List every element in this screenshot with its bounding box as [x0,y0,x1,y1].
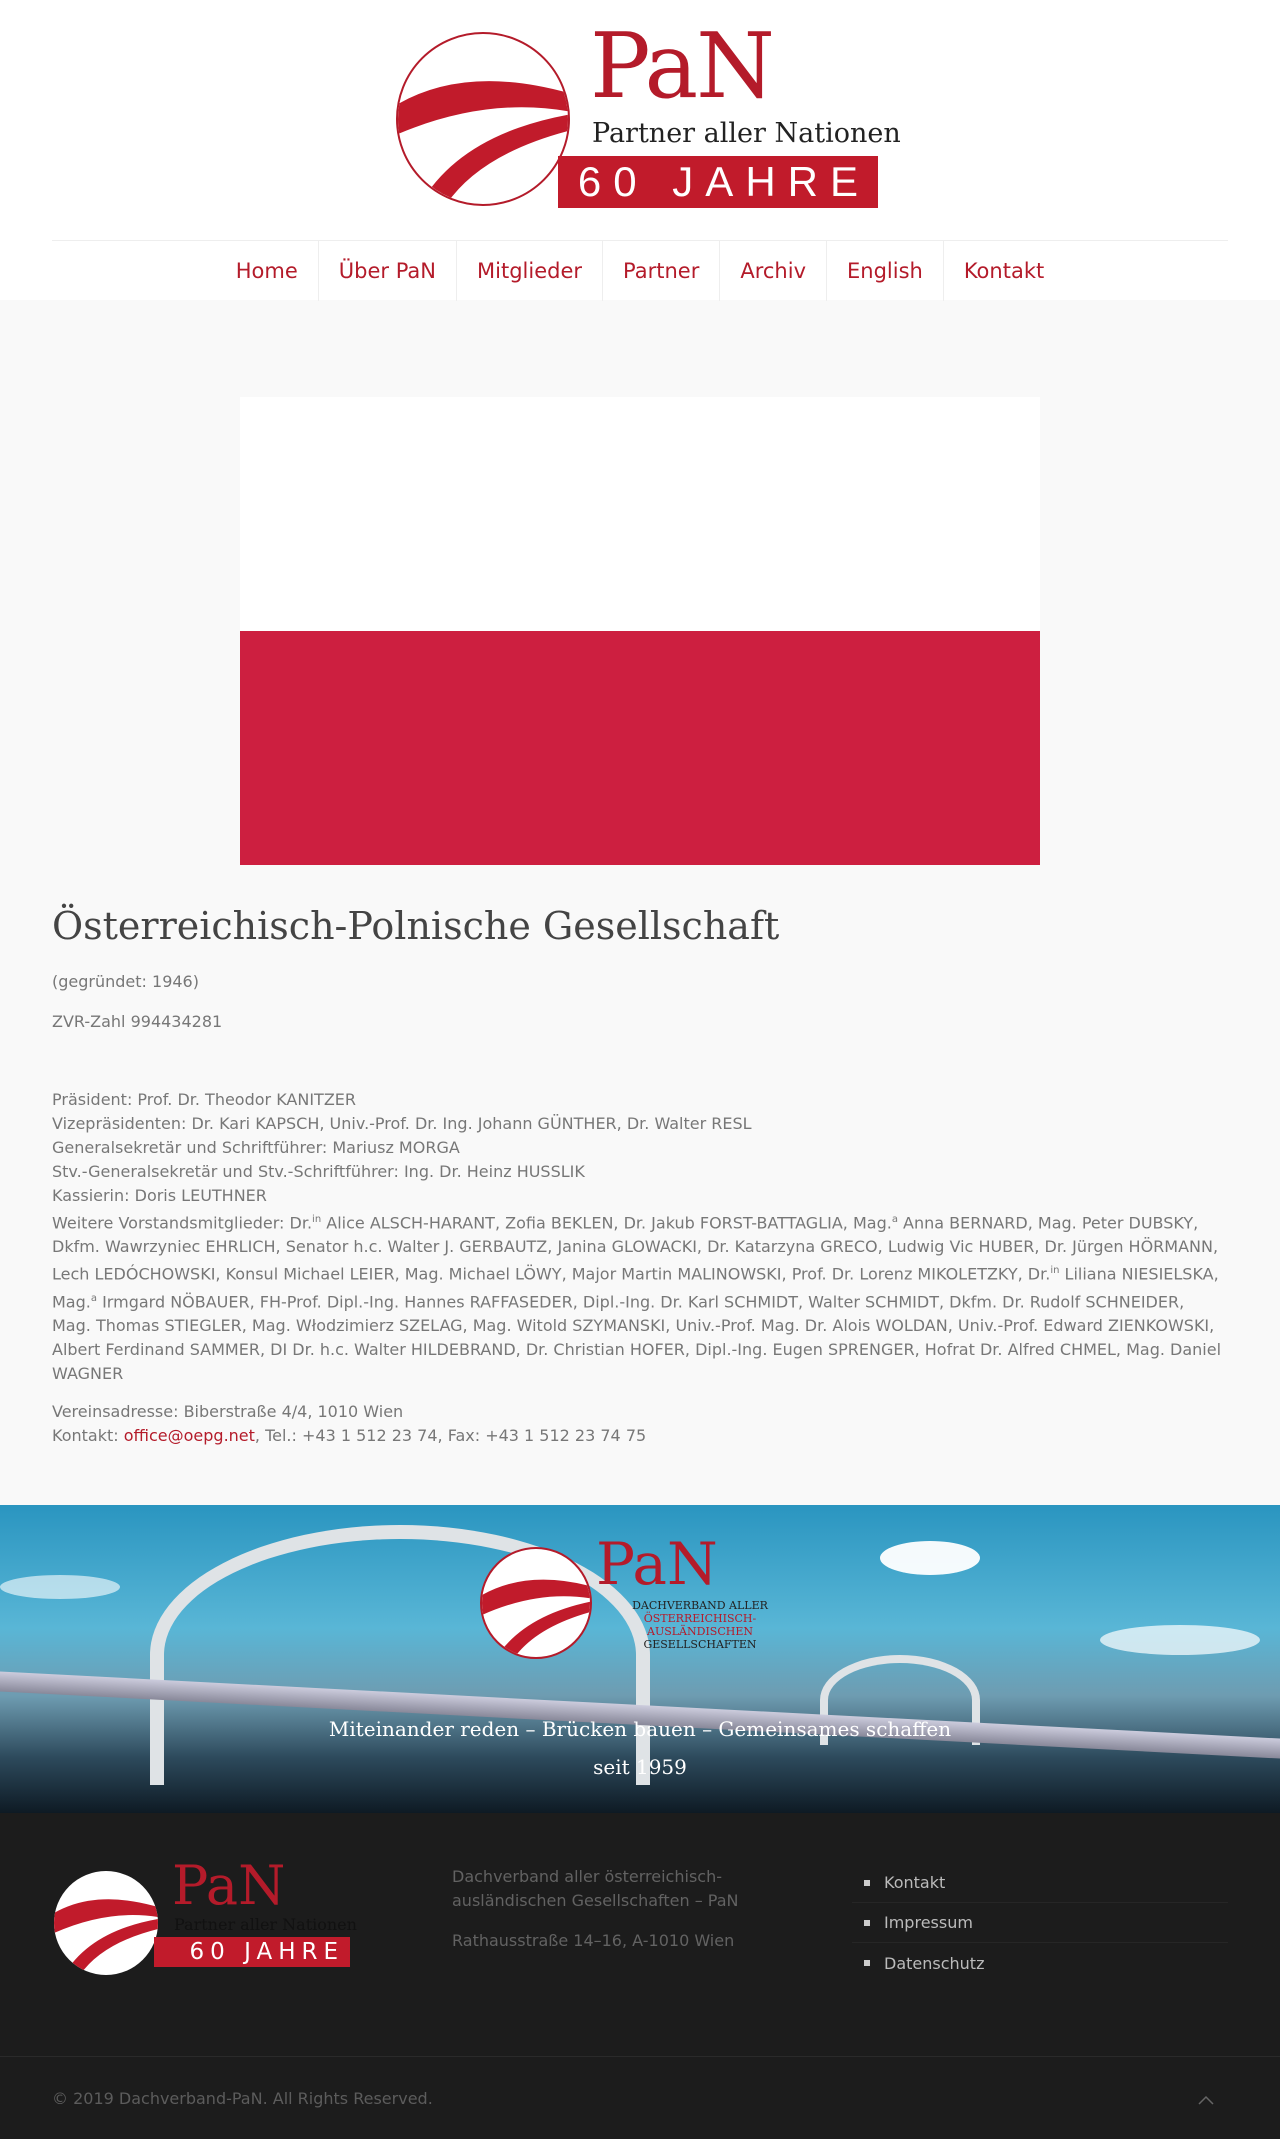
footer-link-datenschutz[interactable] [852,1943,1228,1983]
footer-logo-badge: 60 JAHRE [154,1937,350,1967]
superscript: a [90,1292,97,1304]
nav-english[interactable]: English [827,241,944,301]
nav-ueber-pan[interactable]: Über PaN [319,241,457,301]
copyright-text: © 2019 Dachverband-PaN. All Rights Reserved. [52,2089,433,2108]
footer-link-impressum[interactable] [852,1903,1228,1943]
banner-logo-title: PaN [596,1530,718,1598]
site-header [0,0,1280,300]
nav-kontakt[interactable]: Kontakt [963,258,1045,283]
logo-badge: 60 JAHRE [558,156,878,208]
footer-org-info [452,1865,772,1953]
footer-bottom-bar [0,2056,1280,2139]
site-logo[interactable] [392,14,901,214]
bridge-banner [0,1505,1280,1813]
banner-slogan: Miteinander reden – Brücken bauen – Gemeinsames schaffen [328,1717,952,1741]
footer-org-address: Rathausstraße 14–16, A-1010 Wien [452,1931,735,1950]
banner-since: seit 1959 [593,1755,687,1779]
secretary-line: Generalsekretär und Schriftführer: Mariusz MORGA [52,1138,460,1157]
other-members-paragraph [52,1208,1228,1386]
other-members-text-b: Alice ALSCH-HARANT, Zofia BEKLEN, Dr. Jakub FORST-BATTAGLIA, Mag. [321,1213,892,1233]
flag-white-stripe [240,397,1040,631]
other-members-text-c: Anna BERNARD, Mag. Peter DUBSKY, Dkfm. Wawrzyniec EHRLICH, Senator h.c. Walter J. GERBAUTZ, Janina GLOWACKI, Dr. Katarzyna GRECO, Ludwig Vic HUBER, Dr. Jürgen HÖRMANN, Lech LEDÓCHOWSKI, Konsul Michael LEIER, Mag. Michael LÖWY, Major Martin MALINOWSKI, Prof. Dr. Lorenz MIKOLETZKY, Dr. [52,1213,1219,1284]
banner-logo-subtitle [600,1599,800,1651]
association-address [52,1400,646,1448]
nav-mitglieder[interactable]: Mitglieder [457,241,603,301]
superscript: a [891,1214,898,1225]
founded-text: (gegründet: 1946) [52,972,199,991]
contact-label: Kontakt: [52,1426,124,1445]
polish-flag-image [240,397,1040,865]
flag-red-stripe [240,631,1040,865]
banner-logo-swoosh-icon [480,1547,592,1659]
banner-line-3: GESELLSCHAFTEN [643,1638,757,1651]
site-footer [0,1813,1280,2056]
logo-title: PaN [590,14,773,119]
logo-swoosh-icon [396,32,570,206]
cloud-shape [1100,1625,1260,1655]
superscript: in [312,1214,322,1225]
president-line: Präsident: Prof. Dr. Theodor KANITZER [52,1090,357,1109]
superscript: in [1050,1265,1060,1277]
banner-line-1: DACHVERBAND ALLER [632,1599,768,1612]
address-line: Vereinsadresse: Biberstraße 4/4, 1010 Wien [52,1402,404,1421]
deputy-secretary-line: Stv.-Generalsekretär und Stv.-Schriftführer: Ing. Dr. Heinz HUSSLIK [52,1162,585,1181]
contact-email-link[interactable]: office@oepg.net [123,1426,255,1445]
banner-line-2: ÖSTERREICHISCH-AUSLÄNDISCHEN [643,1612,757,1638]
footer-link-label: Datenschutz [884,1953,985,1973]
nav-archiv[interactable]: Archiv [720,241,827,301]
other-members-text-a: Weitere Vorstandsmitglieder: Dr. [52,1213,313,1233]
bullet-icon [864,1920,870,1926]
bullet-icon [864,1880,870,1886]
footer-logo[interactable] [54,1854,357,1975]
footer-logo-swoosh-icon [54,1871,158,1975]
other-members-text-d: Liliana NIESIELSKA, Mag. [52,1264,1219,1311]
logo-subtitle: Partner aller Nationen [592,118,901,149]
bullet-icon [864,1960,870,1966]
treasurer-line: Kassierin: Doris LEUTHNER [52,1186,267,1205]
zvr-text: ZVR-Zahl 994434281 [52,1012,223,1031]
footer-link-label: Kontakt [884,1873,946,1892]
vice-president-line: Vizepräsidenten: Dr. Kari KAPSCH, Univ.-Prof. Dr. Ing. Johann GÜNTHER, Dr. Walter RESL [52,1114,752,1133]
footer-links [852,1863,1228,1983]
chevron-up-icon[interactable] [1196,2091,1216,2111]
nav-partner[interactable]: Partner [603,241,720,301]
footer-org-name: Dachverband aller österreichisch-ausländischen Gesellschaften – PaN [452,1867,739,1910]
board-members [52,1088,1228,1386]
nav-home[interactable]: Home [216,241,319,301]
cloud-shape [880,1541,980,1575]
contact-phone: , Tel.: +43 1 512 23 74, Fax: +43 1 512 23 74 75 [254,1426,647,1445]
other-members-text-e: Irmgard NÖBAUER, FH-Prof. Dipl.-Ing. Hannes RAFFASEDER, Dipl.-Ing. Dr. Karl SCHMIDT, Walter SCHMIDT, Dkfm. Dr. Rudolf SCHNEIDER, Mag. Thomas STIEGLER, Mag. Włodzimierz SZELAG, Mag. Witold SZYMANSKI, Univ.-Prof. Mag. Dr. Alois WOLDAN, Univ.-Prof. Edward ZIENKOWSKI, Albert Ferdinand SAMMER, DI Dr. h.c. Walter HILDEBRAND, Dr. Christian HOFER, Dipl.-Ing. Eugen SPRENGER, Hofrat Dr. Alfred CHMEL, Mag. Daniel WAGNER [52,1291,1222,1383]
footer-logo-subtitle: Partner aller Nationen [174,1915,357,1934]
footer-link-kontakt[interactable] [852,1863,1228,1903]
footer-logo-title: PaN [172,1854,286,1917]
page-title: Österreichisch-Polnische Gesellschaft [52,904,780,948]
cloud-shape [0,1575,120,1599]
main-nav [52,240,1228,300]
contact-line [52,1424,646,1448]
footer-link-label: Impressum [884,1913,973,1932]
